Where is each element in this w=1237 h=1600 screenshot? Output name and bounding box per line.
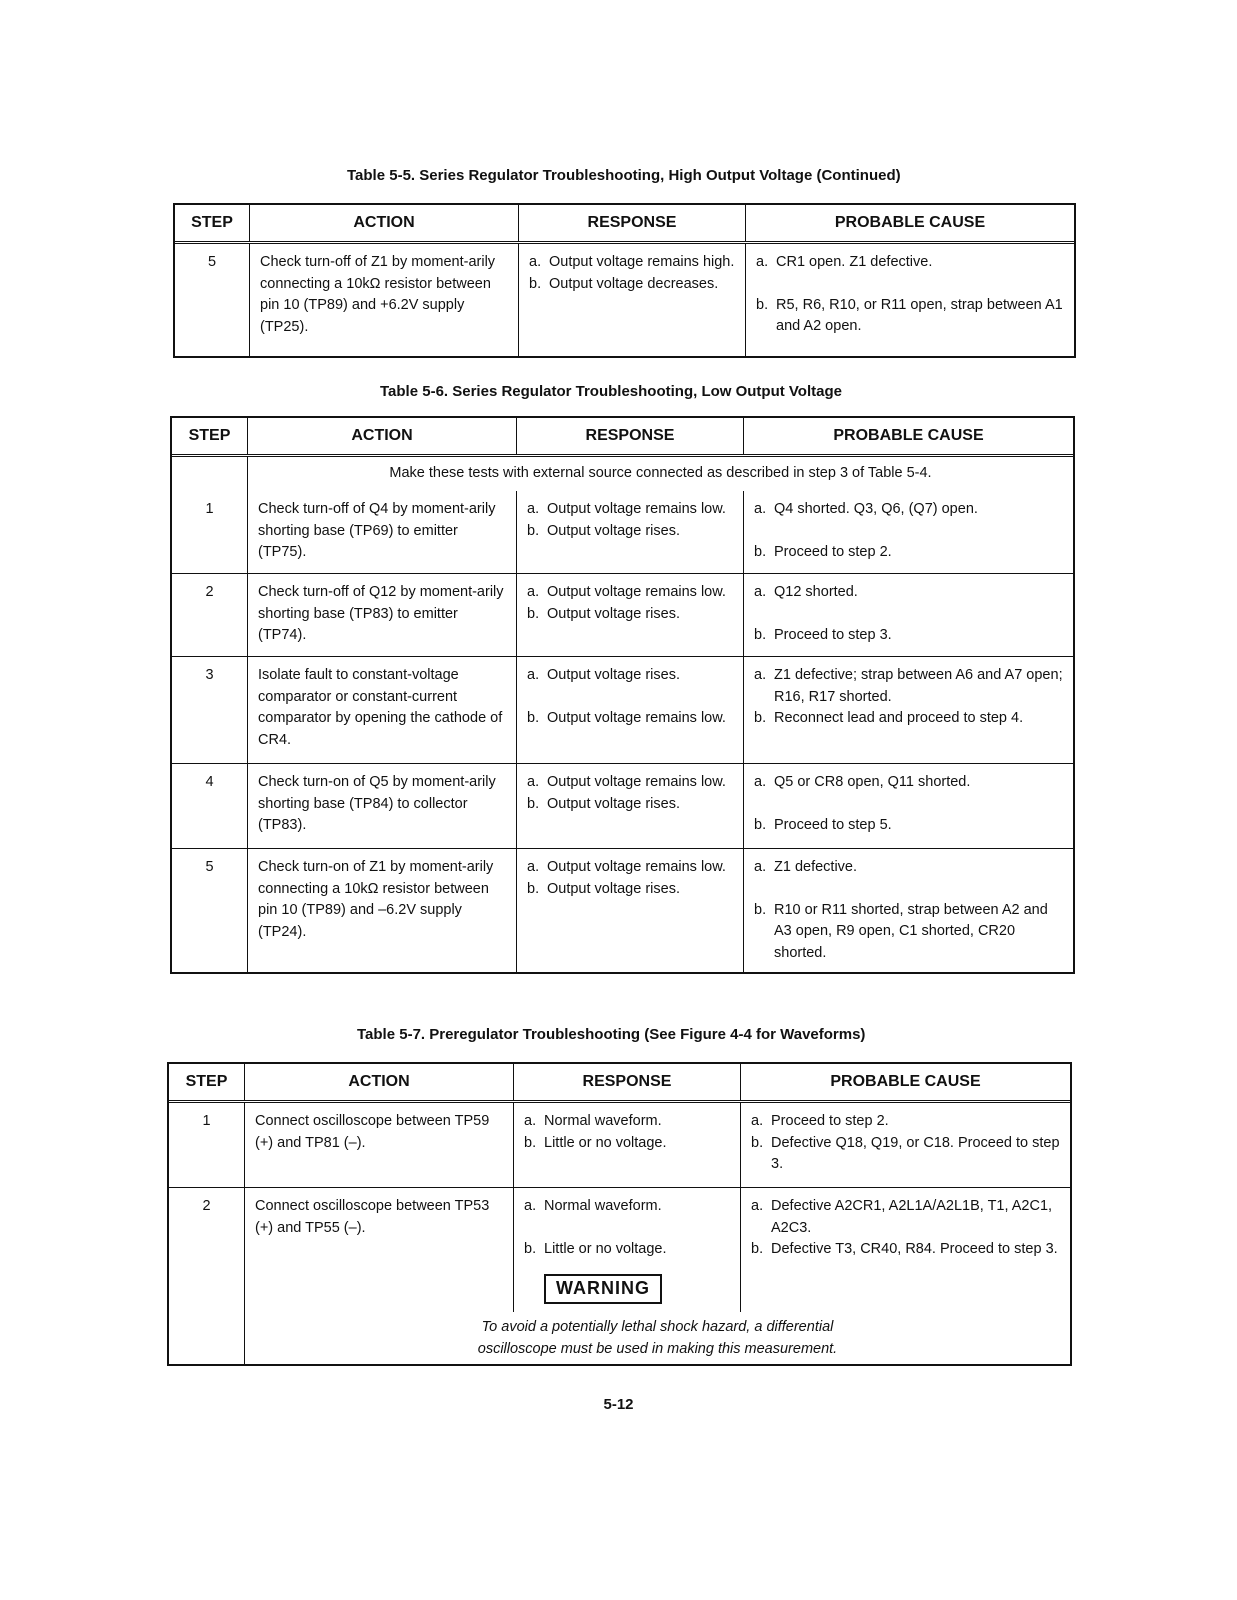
action-text: Check turn-off of Z1 by moment-arily connecting a 10kΩ resistor between pin 10 (TP89) and +6.2V supply (TP25). — [250, 244, 519, 356]
table-row — [172, 574, 1073, 657]
response-item: a. Output voltage remains low. — [527, 859, 726, 875]
table-row — [169, 1103, 1070, 1188]
response-cell — [514, 1103, 741, 1187]
table-5-6 — [170, 416, 1075, 974]
table-header — [169, 1064, 1070, 1103]
response-item: b. Output voltage rises. — [527, 795, 680, 812]
cause-cell — [744, 574, 1073, 656]
response-item: a. Output voltage remains high. — [529, 254, 735, 270]
header-cause: PROBABLE CAUSE — [830, 1073, 981, 1090]
step-number: 1 — [169, 1103, 245, 1187]
cause-cell — [744, 657, 1073, 763]
response-item: b. Output voltage rises. — [527, 880, 680, 897]
response-item: a. Normal waveform. — [524, 1113, 662, 1129]
table-note: Make these tests with external source connected as described in step 3 of Table 5-4. — [389, 465, 932, 481]
response-item: b. Output voltage rises. — [527, 605, 680, 622]
warning-note-row — [169, 1312, 1070, 1364]
step-number: 2 — [172, 574, 248, 656]
table-row — [172, 491, 1073, 574]
response-cell — [517, 764, 744, 848]
response-item: a. Output voltage remains low. — [527, 774, 726, 790]
response-item: a. Output voltage remains low. — [527, 501, 726, 517]
cause-cell — [744, 849, 1073, 972]
table-row — [172, 657, 1073, 764]
table-5-7-caption: Table 5-7. Preregulator Troubleshooting (See Figure 4-4 for Waveforms) — [357, 1026, 866, 1043]
action-text: Check turn-off of Q12 by moment-arily shorting base (TP83) to emitter (TP74). — [248, 574, 517, 656]
cause-item: a. Proceed to step 2. — [751, 1113, 889, 1129]
cause-item: b. Proceed to step 2. — [754, 543, 892, 560]
table-5-7 — [167, 1062, 1072, 1366]
cause-cell — [746, 244, 1074, 356]
header-step: STEP — [175, 205, 250, 241]
header-action: ACTION — [245, 1064, 514, 1100]
cause-item: b. R5, R6, R10, or R11 open, strap between A1 and A2 open. — [756, 296, 1063, 334]
response-item: a. Output voltage rises. — [527, 667, 680, 683]
table-5-5 — [173, 203, 1076, 358]
response-item: b. Output voltage rises. — [527, 522, 680, 539]
action-text: Check turn-on of Z1 by moment-arily connecting a 10kΩ resistor between pin 10 (TP89) and –6.2V supply (TP24). — [248, 849, 517, 972]
table-header — [175, 205, 1074, 244]
cause-item: a. Q4 shorted. Q3, Q6, (Q7) open. — [754, 501, 978, 517]
header-step: STEP — [172, 418, 248, 454]
step-number: 2 — [169, 1188, 245, 1312]
header-action: ACTION — [250, 205, 519, 241]
header-cause: PROBABLE CAUSE — [833, 427, 984, 444]
header-response: RESPONSE — [519, 205, 746, 241]
response-item: b. Output voltage remains low. — [527, 709, 726, 726]
cause-item: b. R10 or R11 shorted, strap between A2 and A3 open, R9 open, C1 shorted, CR20 shorted. — [754, 901, 1048, 961]
table-row — [175, 244, 1074, 356]
step-number: 5 — [172, 849, 248, 972]
cause-cell — [744, 491, 1073, 573]
step-number: 4 — [172, 764, 248, 848]
cause-item: a. Z1 defective. — [754, 859, 858, 875]
table-note-row — [172, 457, 1073, 491]
cause-item: b. Proceed to step 3. — [754, 626, 892, 643]
header-step: STEP — [169, 1064, 245, 1100]
response-cell — [514, 1188, 741, 1312]
table-row — [172, 849, 1073, 972]
cause-item: b. Defective Q18, Q19, or C18. Proceed to step 3. — [751, 1134, 1060, 1172]
response-item: b. Output voltage decreases. — [529, 275, 719, 292]
action-text: Connect oscilloscope between TP53 (+) and TP55 (–). — [245, 1188, 514, 1312]
header-response: RESPONSE — [517, 418, 744, 454]
response-item: b. Little or no voltage. — [524, 1134, 667, 1151]
cause-item: a. Defective A2CR1, A2L1A/A2L1B, T1, A2C1, A2C3. — [751, 1198, 1053, 1236]
header-cause: PROBABLE CAUSE — [834, 214, 986, 231]
cause-item: a. Z1 defective; strap between A6 and A7 open; R16, R17 shorted. — [754, 667, 1063, 705]
table-5-6-caption: Table 5-6. Series Regulator Troubleshooting, Low Output Voltage — [380, 383, 842, 400]
cause-item: b. Defective T3, CR40, R84. Proceed to step 3. — [751, 1241, 1058, 1257]
step-number: 1 — [172, 491, 248, 573]
cause-item: a. Q5 or CR8 open, Q11 shorted. — [754, 774, 971, 790]
step-number: 3 — [172, 657, 248, 763]
warning-badge: WARNING — [544, 1274, 662, 1304]
action-text: Check turn-off of Q4 by moment-arily shorting base (TP69) to emitter (TP75). — [248, 491, 517, 573]
response-cell — [517, 491, 744, 573]
page-number: 5-12 — [603, 1396, 634, 1413]
response-item: a. Output voltage remains low. — [527, 584, 726, 600]
header-action: ACTION — [248, 418, 517, 454]
cause-item: b. Proceed to step 5. — [754, 816, 892, 833]
action-text: Connect oscilloscope between TP59 (+) and TP81 (–). — [245, 1103, 514, 1187]
response-item: a. Normal waveform. — [524, 1198, 662, 1214]
response-cell — [517, 574, 744, 656]
table-row — [172, 764, 1073, 849]
cause-cell — [744, 764, 1073, 848]
warning-note: To avoid a potentially lethal shock hazard, a differential oscilloscope must be used in making this measurement. — [477, 1319, 838, 1357]
response-item: b. Little or no voltage. — [524, 1240, 667, 1257]
cause-cell — [741, 1103, 1070, 1187]
cause-cell — [741, 1188, 1070, 1312]
step-number: 5 — [175, 244, 250, 356]
action-text: Check turn-on of Q5 by moment-arily shorting base (TP84) to collector (TP83). — [248, 764, 517, 848]
response-cell — [519, 244, 746, 356]
cause-item: a. CR1 open. Z1 defective. — [756, 254, 933, 270]
header-response: RESPONSE — [514, 1064, 741, 1100]
table-header — [172, 418, 1073, 457]
response-cell — [517, 849, 744, 972]
cause-item: a. Q12 shorted. — [754, 584, 858, 600]
response-cell — [517, 657, 744, 763]
cause-item: b. Reconnect lead and proceed to step 4. — [754, 710, 1024, 726]
table-5-5-caption: Table 5-5. Series Regulator Troubleshooting, High Output Voltage (Continued) — [347, 167, 901, 184]
table-row — [169, 1188, 1070, 1312]
action-text: Isolate fault to constant-voltage comparator or constant-current comparator by opening the cathode of CR4. — [248, 657, 517, 763]
